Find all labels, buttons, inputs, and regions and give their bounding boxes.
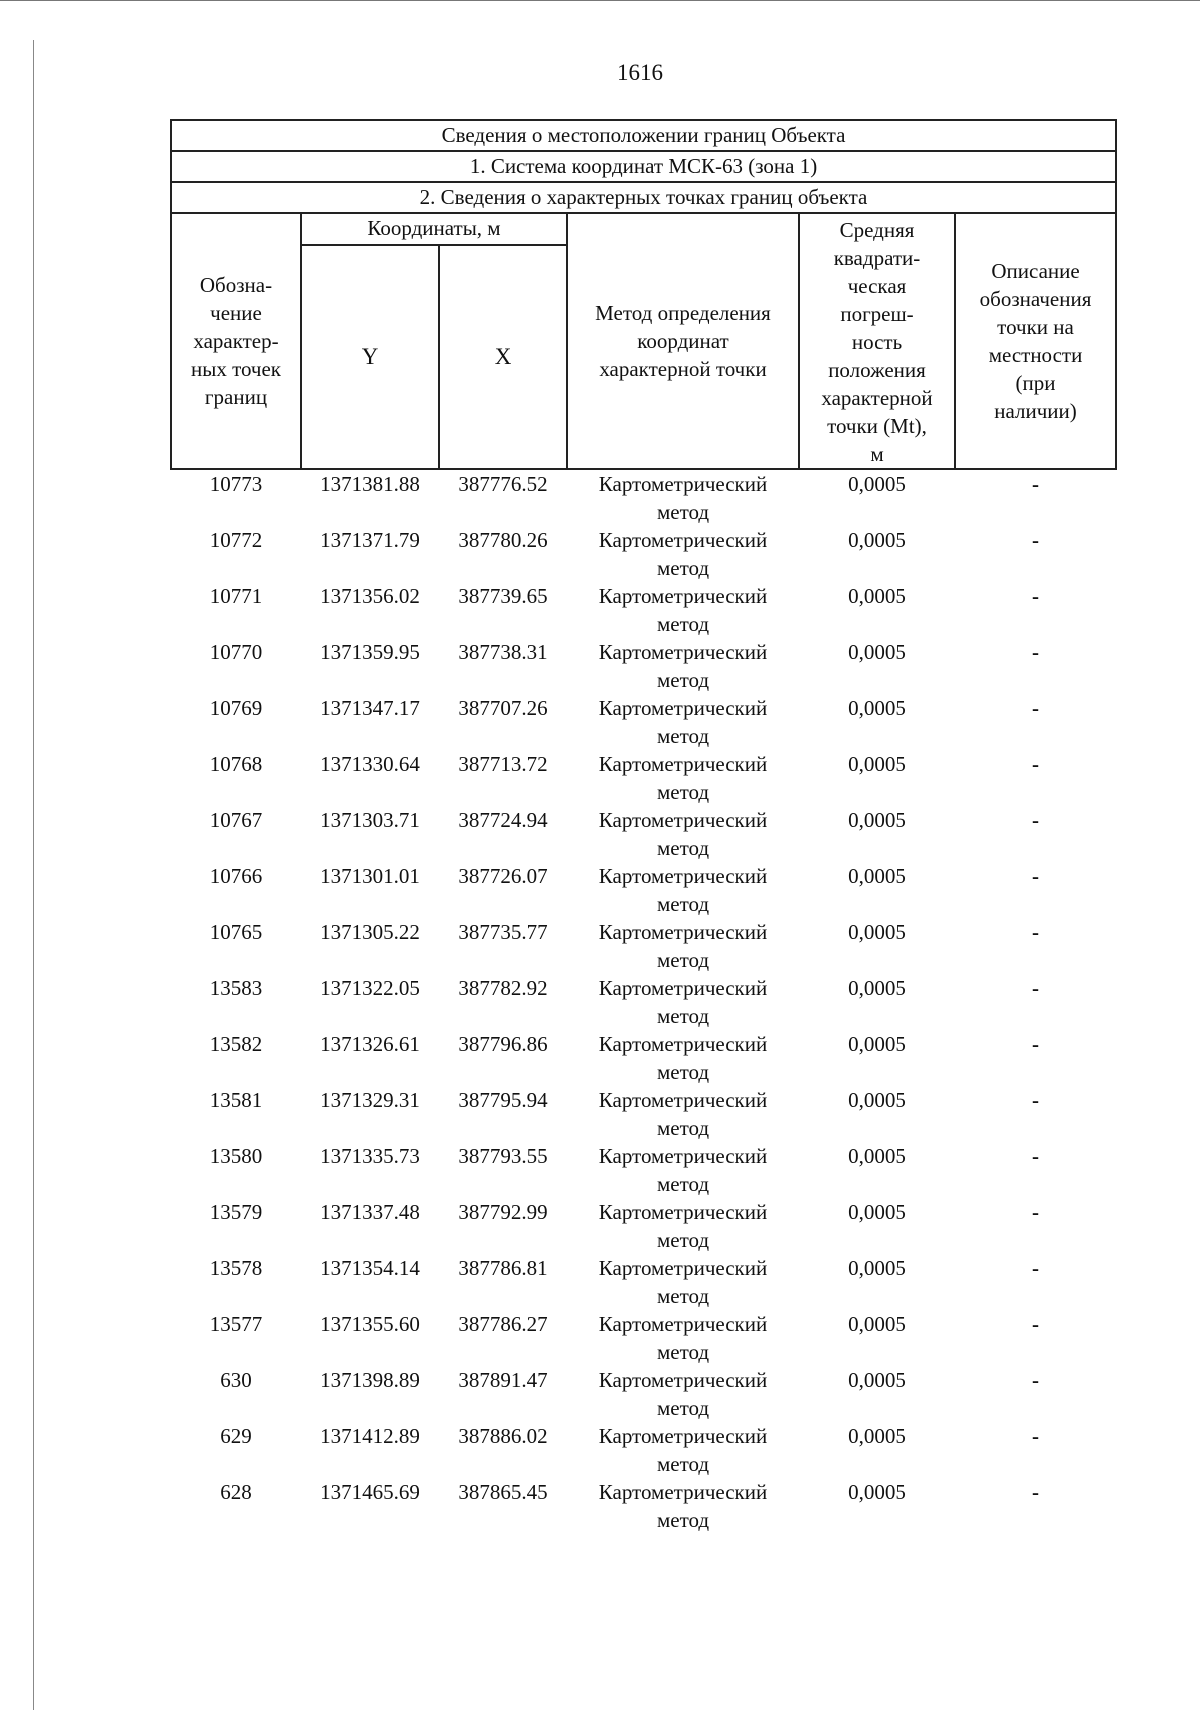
coord-y: 1371326.61 (320, 1032, 420, 1056)
table-row (171, 582, 1116, 638)
point-id: 13581 (209, 1088, 263, 1112)
coord-y: 1371398.89 (320, 1368, 420, 1392)
error-value: 0,0005 (848, 1200, 906, 1224)
table-row (171, 862, 1116, 918)
coord-y: 1371322.05 (320, 976, 420, 1000)
method: Картометрический метод (598, 976, 768, 1028)
method: Картометрический метод (598, 920, 768, 972)
coord-y: 1371355.60 (320, 1312, 420, 1336)
method: Картометрический метод (598, 1368, 768, 1420)
error-value: 0,0005 (848, 584, 906, 608)
coord-x: 387792.99 (458, 1200, 548, 1224)
coord-y: 1371354.14 (320, 1256, 420, 1280)
table-row (171, 638, 1116, 694)
coord-x: 387735.77 (458, 920, 548, 944)
point-id: 10770 (209, 640, 263, 664)
description: - (1032, 752, 1040, 776)
error-value: 0,0005 (848, 1312, 906, 1336)
point-id: 10765 (209, 920, 263, 944)
table-row (171, 750, 1116, 806)
table-row (171, 974, 1116, 1030)
point-id: 13583 (209, 976, 263, 1000)
table-row (171, 1198, 1116, 1254)
point-id: 13577 (209, 1312, 263, 1336)
coord-y: 1371335.73 (320, 1144, 420, 1168)
table-row (171, 1254, 1116, 1310)
point-id: 13582 (209, 1032, 263, 1056)
method: Картометрический метод (598, 1424, 768, 1476)
description: - (1032, 1032, 1040, 1056)
error-value: 0,0005 (848, 864, 906, 888)
coord-x: 387886.02 (458, 1424, 548, 1448)
table-row (171, 1086, 1116, 1142)
table-title: Сведения о местоположении границ Объекта (171, 120, 1116, 151)
method: Картометрический метод (598, 1256, 768, 1308)
boundary-points-table (170, 119, 1117, 1534)
error-value: 0,0005 (848, 1480, 906, 1504)
table-row (171, 806, 1116, 862)
error-value: 0,0005 (848, 696, 906, 720)
description: - (1032, 1144, 1040, 1168)
coordinate-system: 1. Система координат МСК-63 (зона 1) (171, 151, 1116, 182)
header-method: Метод определения координат характерной точки (567, 213, 799, 469)
coord-x: 387793.55 (458, 1144, 548, 1168)
error-value: 0,0005 (848, 1144, 906, 1168)
coord-y: 1371371.79 (320, 528, 420, 552)
description: - (1032, 1424, 1040, 1448)
coord-x: 387795.94 (458, 1088, 548, 1112)
point-id: 10768 (209, 752, 263, 776)
point-id: 10772 (209, 528, 263, 552)
point-id: 10767 (209, 808, 263, 832)
coord-x: 387726.07 (458, 864, 548, 888)
coord-x: 387780.26 (458, 528, 548, 552)
point-id: 13579 (209, 1200, 263, 1224)
method: Картометрический метод (598, 472, 768, 524)
description: - (1032, 1480, 1040, 1504)
description: - (1032, 528, 1040, 552)
coord-x: 387782.92 (458, 976, 548, 1000)
point-id: 10771 (209, 584, 263, 608)
description: - (1032, 1256, 1040, 1280)
point-id: 10766 (209, 864, 263, 888)
coord-x: 387786.27 (458, 1312, 548, 1336)
point-id: 13580 (209, 1144, 263, 1168)
table-row (171, 1142, 1116, 1198)
coord-x: 387865.45 (458, 1480, 548, 1504)
error-value: 0,0005 (848, 920, 906, 944)
method: Картометрический метод (598, 1144, 768, 1196)
error-value: 0,0005 (848, 1368, 906, 1392)
point-id: 13578 (209, 1256, 263, 1280)
point-id: 10773 (209, 472, 263, 496)
table-row (171, 1030, 1116, 1086)
error-value: 0,0005 (848, 1032, 906, 1056)
point-id: 629 (220, 1424, 252, 1448)
error-value: 0,0005 (848, 976, 906, 1000)
description: - (1032, 584, 1040, 608)
table-row (171, 1366, 1116, 1422)
point-id: 628 (220, 1480, 252, 1504)
coord-y: 1371359.95 (320, 640, 420, 664)
error-value: 0,0005 (848, 808, 906, 832)
table-row (171, 694, 1116, 750)
coord-y: 1371305.22 (320, 920, 420, 944)
error-value: 0,0005 (848, 1088, 906, 1112)
table-row (171, 1478, 1116, 1534)
coord-x: 387724.94 (458, 808, 548, 832)
scan-edge-left (33, 40, 34, 1710)
coord-x: 387738.31 (458, 640, 548, 664)
description: - (1032, 864, 1040, 888)
method: Картометрический метод (598, 696, 768, 748)
error-value: 0,0005 (848, 1424, 906, 1448)
coord-x: 387891.47 (458, 1368, 548, 1392)
method: Картометрический метод (598, 808, 768, 860)
coord-y: 1371329.31 (320, 1088, 420, 1112)
method: Картометрический метод (598, 1032, 768, 1084)
coord-y: 1371356.02 (320, 584, 420, 608)
method: Картометрический метод (598, 640, 768, 692)
method: Картометрический метод (598, 1088, 768, 1140)
error-value: 0,0005 (848, 640, 906, 664)
coord-x: 387713.72 (458, 752, 548, 776)
method: Картометрический метод (598, 864, 768, 916)
page-number: 1616 (617, 60, 663, 85)
error-value: 0,0005 (848, 528, 906, 552)
coord-x: 387739.65 (458, 584, 548, 608)
description: - (1032, 1088, 1040, 1112)
coord-x: 387776.52 (458, 472, 548, 496)
coord-y: 1371412.89 (320, 1424, 420, 1448)
description: - (1032, 472, 1040, 496)
table-row (171, 918, 1116, 974)
table-row (171, 469, 1116, 526)
table-row (171, 526, 1116, 582)
description: - (1032, 920, 1040, 944)
point-id: 630 (220, 1368, 252, 1392)
description: - (1032, 976, 1040, 1000)
method: Картометрический метод (598, 584, 768, 636)
header-coordinates: Координаты, м (301, 213, 567, 245)
method: Картометрический метод (598, 1480, 768, 1532)
header-mean-square-error: Средняя квадрати- ческая погреш- ность положения характерной точки (Mt), м (799, 213, 955, 469)
error-value: 0,0005 (848, 752, 906, 776)
description: - (1032, 640, 1040, 664)
method: Картометрический метод (598, 1312, 768, 1364)
description: - (1032, 1368, 1040, 1392)
header-x: X (439, 245, 567, 469)
scan-edge-top (0, 0, 1200, 1)
coord-y: 1371337.48 (320, 1200, 420, 1224)
header-point-designation: Обозна- чение характер- ных точек границ (171, 213, 301, 469)
method: Картометрический метод (598, 1200, 768, 1252)
description: - (1032, 1200, 1040, 1224)
section-title: 2. Сведения о характерных точках границ объекта (171, 182, 1116, 213)
description: - (1032, 1312, 1040, 1336)
method: Картометрический метод (598, 528, 768, 580)
method: Картометрический метод (598, 752, 768, 804)
description: - (1032, 696, 1040, 720)
coord-y: 1371330.64 (320, 752, 420, 776)
coord-y: 1371465.69 (320, 1480, 420, 1504)
point-id: 10769 (209, 696, 263, 720)
header-y: Y (301, 245, 439, 469)
coord-y: 1371303.71 (320, 808, 420, 832)
coord-y: 1371301.01 (320, 864, 420, 888)
error-value: 0,0005 (848, 1256, 906, 1280)
header-description: Описание обозначения точки на местности (при наличии) (955, 213, 1116, 469)
coord-y: 1371347.17 (320, 696, 420, 720)
coord-x: 387796.86 (458, 1032, 548, 1056)
table-row (171, 1422, 1116, 1478)
table-row (171, 1310, 1116, 1366)
coord-x: 387786.81 (458, 1256, 548, 1280)
coord-y: 1371381.88 (320, 472, 420, 496)
error-value: 0,0005 (848, 472, 906, 496)
description: - (1032, 808, 1040, 832)
coord-x: 387707.26 (458, 696, 548, 720)
